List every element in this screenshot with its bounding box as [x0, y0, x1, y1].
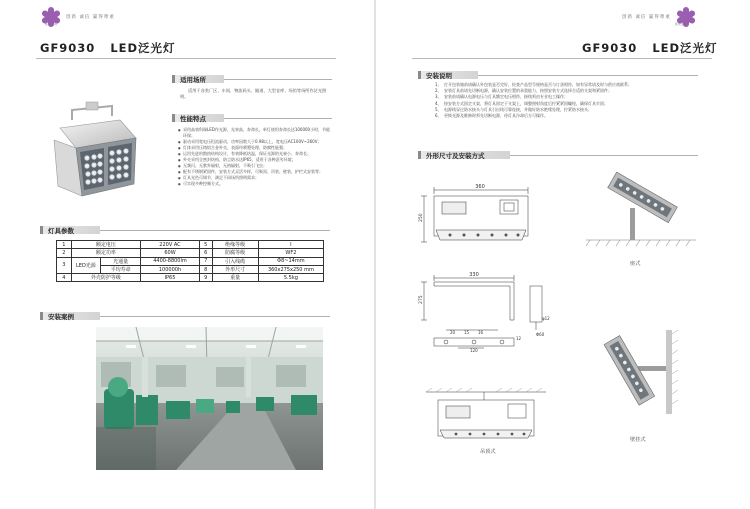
section-title: 安装说明	[418, 71, 478, 79]
table-cell: I	[258, 241, 323, 249]
table-cell: 防腐等级	[212, 249, 258, 257]
table-cell: 60W	[141, 249, 200, 257]
section-scope-header	[172, 74, 332, 84]
table-cell: 引入线缆	[212, 257, 258, 265]
table-row	[57, 257, 324, 265]
dim-height-label: 250	[419, 213, 424, 222]
caption-ceiling: 吊顶式	[480, 449, 496, 455]
model-number: GF9030	[582, 41, 638, 55]
installation-case-photo	[96, 327, 323, 470]
dim-hole1-label: 20	[450, 330, 456, 335]
title-rule	[36, 58, 336, 59]
step-number: 2、	[435, 88, 442, 94]
step-number: 5、	[435, 106, 442, 112]
bracket-side-view-drawing	[418, 268, 568, 352]
section-cases-header	[40, 311, 330, 321]
phi60-label: Φ60	[536, 332, 545, 337]
dim-width-label: 360	[475, 184, 485, 190]
caption-seat: 座式	[630, 261, 641, 267]
section-title: 适用场所	[172, 75, 224, 83]
step-text: 打开包装箱前请确认外包装是否完好，检查产品型号规格是否与订货相符，如有异常请及时与供应商联系；	[444, 82, 632, 87]
table-cell: 360x275x250 mm	[258, 265, 323, 273]
feature-item: ● 可实现多种控制方式。	[178, 181, 332, 187]
table-cell: 外壳防护等级	[71, 274, 140, 282]
table-cell: WF2	[258, 249, 323, 257]
table-cell: 重量	[212, 274, 258, 282]
section-dims-header	[418, 150, 698, 160]
table-cell: Φ8~14mm	[258, 257, 323, 265]
page-title	[40, 40, 176, 56]
feature-item: ● 无频闪、无紫外辐射，无热辐射，不吸引飞虫；	[178, 163, 332, 169]
feature-item: ● 驱动采用宽电压恒流驱动，功率因数大于0.98以上，宽电压AC100V~260V；	[178, 139, 332, 145]
table-cell: 外形尺寸	[212, 265, 258, 273]
title-rule	[412, 58, 712, 59]
company-name: 紫光照明	[44, 22, 57, 26]
table-cell: 额定电压	[71, 241, 140, 249]
table-row	[57, 241, 324, 249]
dim-hole-d-label: 12	[516, 336, 522, 341]
caption-wall: 壁挂式	[630, 437, 646, 443]
front-view-drawing	[418, 180, 538, 250]
features-list	[178, 127, 332, 187]
page-title	[582, 40, 718, 56]
table-cell: 绝缘等级	[212, 241, 258, 249]
table-cell: 4400-8800lm	[141, 257, 200, 265]
table-cell: 光通量	[101, 257, 141, 265]
section-title: 外形尺寸及安装方式	[418, 151, 510, 159]
table-row	[57, 249, 324, 257]
dim-base-label: 120	[470, 348, 478, 352]
table-cell: 100000h	[141, 265, 200, 273]
table-cell: IP65	[141, 274, 200, 282]
dim-hole3-label: 16	[478, 330, 484, 335]
company-name: 紫光照明	[674, 22, 687, 26]
dim-bracket-width-label: 330	[469, 272, 479, 278]
step-text: 更换光源及维修时须先切断电源，待灯具冷却后方可操作。	[444, 113, 548, 119]
step-text: 安装灯具前请先切断电源，确认安装位置的承重能力，按照安装方式选择合适的支架和紧固件；	[444, 88, 612, 94]
left-page	[0, 0, 374, 509]
ceiling-mount-drawing	[426, 388, 546, 442]
table-cell: 额定功率	[71, 249, 140, 257]
product-name: LED泛光灯	[110, 41, 176, 55]
feature-item: ● 灯具光色可调节，满足不同场所照明需求；	[178, 175, 332, 181]
table-cell: 6	[199, 249, 212, 257]
section-install-header	[418, 70, 698, 80]
step-number: 6、	[435, 113, 442, 119]
feature-item: ● 灯体采用压铸铝合金外壳，表面经喷塑处理，防腐性能强；	[178, 145, 332, 151]
dim-bracket-height-label: 275	[419, 295, 424, 304]
table-cell: 5.5kg	[258, 274, 323, 282]
model-number: GF9030	[40, 41, 96, 55]
table-cell: 1	[57, 241, 72, 249]
table-cell: 3	[57, 257, 72, 274]
section-features-header	[172, 113, 332, 123]
wall-mount-illustration	[588, 330, 698, 414]
table-cell: 平均寿命	[101, 265, 141, 273]
install-steps-list	[435, 82, 697, 119]
table-cell: 7	[199, 257, 212, 265]
step-number: 4、	[435, 100, 442, 106]
phi12-label: φ12	[542, 316, 550, 321]
feature-item: ● 采用高效科瑞LED作光源，光效高、寿命长，单灯使用寿命长达100000小时，节能环保；	[178, 127, 332, 139]
table-row	[57, 274, 324, 282]
section-title: 性能特点	[172, 114, 224, 122]
spec-table	[56, 240, 324, 282]
slogan: 创新 诚信 赢得尊重	[66, 15, 115, 20]
table-cell: 220V AC	[141, 241, 200, 249]
install-step	[435, 113, 697, 119]
step-text: 电源线穿过防水接头与灯具引出线可靠连接，并做好防水绝缘处理，拧紧防水接头；	[444, 106, 592, 112]
section-title: 安装案例	[40, 312, 100, 320]
seat-mount-illustration	[586, 172, 696, 252]
table-cell: 2	[57, 249, 72, 257]
table-cell: LED光源	[71, 257, 100, 274]
table-cell: 9	[199, 274, 212, 282]
dim-hole2-label: 15	[464, 330, 470, 335]
feature-item: ● 运用先进的散热结构设计，有效降低结温，保证光源的光衰小、寿命长；	[178, 151, 332, 157]
section-title: 灯具参数	[40, 226, 100, 234]
feature-item: ● 配有不锈钢紧固件，安装方式灵活多样，可吸顶、吊装、壁装、护栏式安装等；	[178, 169, 332, 175]
step-text: 安装前请确认电源电压与灯具额定电压相符，接线须由专业电工操作；	[444, 94, 568, 100]
feature-item: ● 外壳采用全密封结构，防尘防水达IP65，适用于各种恶劣环境；	[178, 157, 332, 163]
table-cell: 4	[57, 274, 72, 282]
product-name: LED泛光灯	[652, 41, 718, 55]
slogan: 创新 诚信 赢得尊重	[622, 15, 671, 20]
step-text: 按安装方式固定支架，将灯具固定于支架上，调整照射角度后拧紧紧固螺栓，确保灯具牢固；	[444, 100, 608, 106]
table-cell: 8	[199, 265, 212, 273]
step-number: 1、	[435, 82, 442, 87]
table-cell: 5	[199, 241, 212, 249]
floodlight-product-image	[42, 100, 142, 210]
section-params-header	[40, 225, 330, 235]
scope-text: 适用于各类厂区、车间、物流码头、隧道、大型仓库、场馆等场所作泛光照明。	[180, 88, 327, 100]
step-number: 3、	[435, 94, 442, 100]
